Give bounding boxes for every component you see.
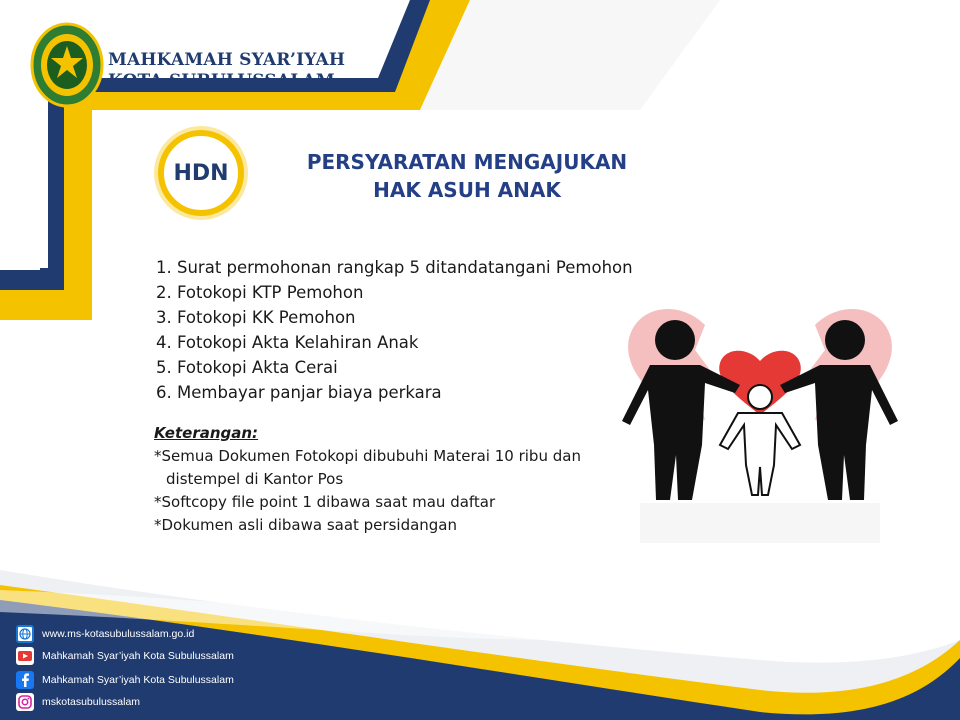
footer-facebook[interactable]: [16, 670, 234, 690]
website-text: www.ms-kotasubulussalam.go.id: [42, 628, 195, 640]
requirements-list: [156, 255, 633, 405]
globe-icon: [16, 625, 34, 643]
notes-heading: Keterangan:: [154, 424, 259, 442]
requirement-item: 6. Membayar panjar biaya perkara: [156, 383, 442, 402]
requirement-item: 2. Fotokopi KTP Pemohon: [156, 283, 364, 302]
facebook-text: Mahkamah Syar’iyah Kota Subulussalam: [42, 674, 234, 686]
note-line: *Dokumen asli dibawa saat persidangan: [154, 516, 458, 534]
org-name-line1: MAHKAMAH SYAR’IYAH: [108, 50, 346, 70]
footer-youtube[interactable]: [16, 646, 234, 666]
youtube-icon: [16, 647, 34, 665]
page-title: [262, 148, 672, 204]
requirement-item: 1. Surat permohonan rangkap 5 ditandatangani Pemohon: [156, 258, 633, 277]
org-name-line2: KOTA SUBULUSSALAM: [108, 71, 335, 91]
facebook-icon: [16, 671, 34, 689]
badge-label: HDN: [173, 160, 229, 186]
footer-instagram[interactable]: [16, 692, 140, 712]
notes-section: [154, 422, 581, 537]
footer-website[interactable]: [16, 624, 194, 644]
title-line1: PERSYARATAN MENGAJUKAN: [306, 150, 628, 174]
note-line: distempel di Kantor Pos: [166, 470, 344, 488]
note-line: *Softcopy file point 1 dibawa saat mau daftar: [154, 493, 496, 511]
youtube-text: Mahkamah Syar’iyah Kota Subulussalam: [42, 650, 234, 662]
family-custody-icon: [610, 295, 910, 555]
organization-name: [108, 50, 345, 92]
requirement-item: 3. Fotokopi KK Pemohon: [156, 308, 356, 327]
title-line2: HAK ASUH ANAK: [373, 178, 561, 202]
requirement-item: 5. Fotokopi Akta Cerai: [156, 358, 338, 377]
court-emblem-icon: [30, 22, 104, 108]
hdn-badge: [158, 130, 244, 216]
instagram-icon: [16, 693, 34, 711]
note-line: *Semua Dokumen Fotokopi dibubuhi Materai 10 ribu dan: [154, 447, 581, 465]
instagram-text: mskotasubulussalam: [42, 696, 141, 708]
requirement-item: 4. Fotokopi Akta Kelahiran Anak: [156, 333, 419, 352]
